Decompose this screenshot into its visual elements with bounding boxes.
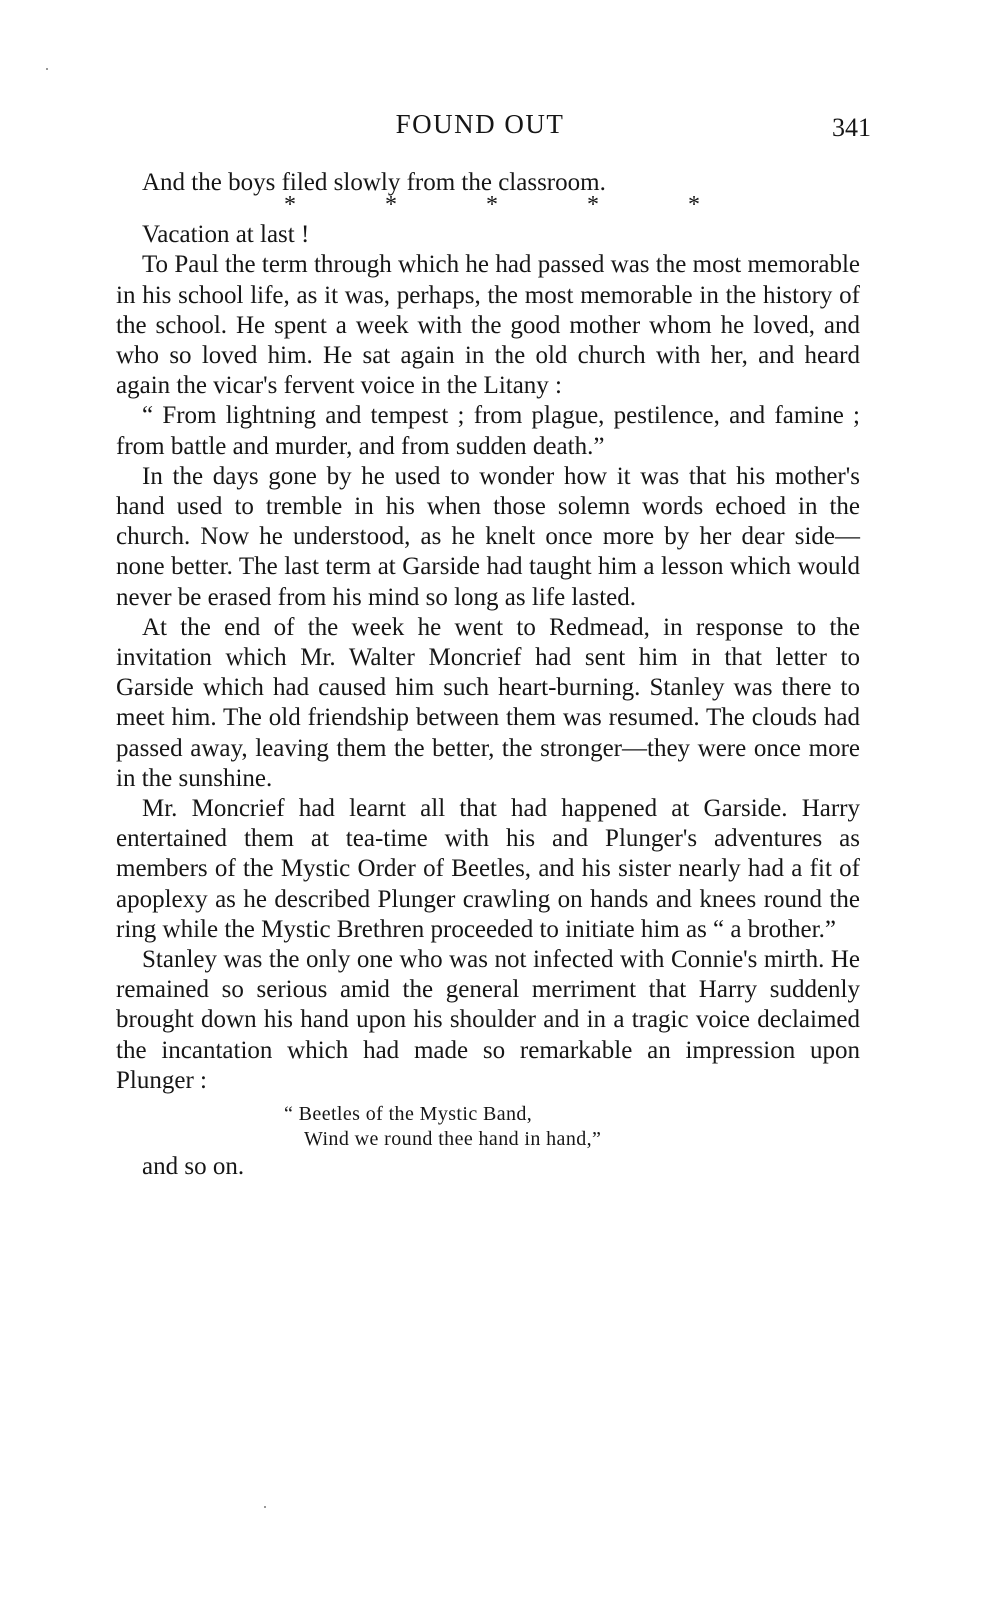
- section-break-star: *: [587, 192, 599, 219]
- page-number: 341: [832, 113, 871, 142]
- page-body: [116, 168, 860, 1182]
- section-break-star: *: [284, 192, 296, 219]
- paragraph-moncrief: Mr. Moncrief had learnt all that had happened at Garside. Harry entertained them at tea-time with his and Plunger's adventures as members of the Mystic Order of Beetles, and his sister nearly had a fit of apoplexy as he described Plunger crawling on hands and knees round the ring while the Mystic Brethren proceeded to initiate him as “ a brother.”: [116, 795, 860, 943]
- paragraph-days-gone-by: In the days gone by he used to wonder how it was that his mother's hand used to tremble in his when those solemn words echoed in the church. Now he understood, as he knelt once more by her dear side—none better. The last term at Garside had taught him a lesson which would never be erased from his mind so long as life lasted.: [116, 462, 860, 611]
- paper-speck: [46, 68, 48, 70]
- paragraph-term: To Paul the term through which he had passed was the most memorable in his school life, as it was, perhaps, the most memorable in the history of the school. He spent a week with the good mother whom he loved, and who so loved him. He sat again in the old church with her, and heard again the vicar's fervent voice in the Litany :: [116, 251, 860, 400]
- section-break-star: *: [688, 192, 700, 219]
- paragraph-stanley: Stanley was the only one who was not infected with Connie's mirth. He remained so serious amid the general merriment that Harry suddenly brought down his hand upon his shoulder and in a tragic voice declaimed the incantation which had made so remarkable an impression upon Plunger :: [116, 946, 860, 1094]
- paper-speck: [264, 1506, 266, 1508]
- paragraph-closing: and so on.: [142, 1153, 245, 1181]
- running-header-title: FOUND OUT: [395, 109, 565, 139]
- verse-line: “ Beetles of the Mystic Band,: [284, 1103, 533, 1126]
- paragraph-first-line: And the boys filed slowly from the classroom.: [142, 169, 606, 196]
- paragraph-redmead: At the end of the week he went to Redmead, in response to the invitation which Mr. Walter Moncrief had sent him in that letter to Garside which had caused him such heart-burning. Stanley was there to meet him. The old friendship between them was resumed. The clouds had passed away, leaving them the better, the stronger—they were once more in the sunshine.: [116, 613, 860, 792]
- section-break-star: *: [486, 192, 498, 219]
- verse-block: [284, 1102, 860, 1152]
- paragraph-litany-quote: “ From lightning and tempest ; from plague, pestilence, and famine ; from battle and murder, and from sudden death.”: [116, 402, 860, 460]
- paragraph-vacation: Vacation at last !: [142, 221, 310, 249]
- verse-line: Wind we round thee hand in hand,”: [304, 1128, 602, 1151]
- section-break-star: *: [385, 192, 397, 219]
